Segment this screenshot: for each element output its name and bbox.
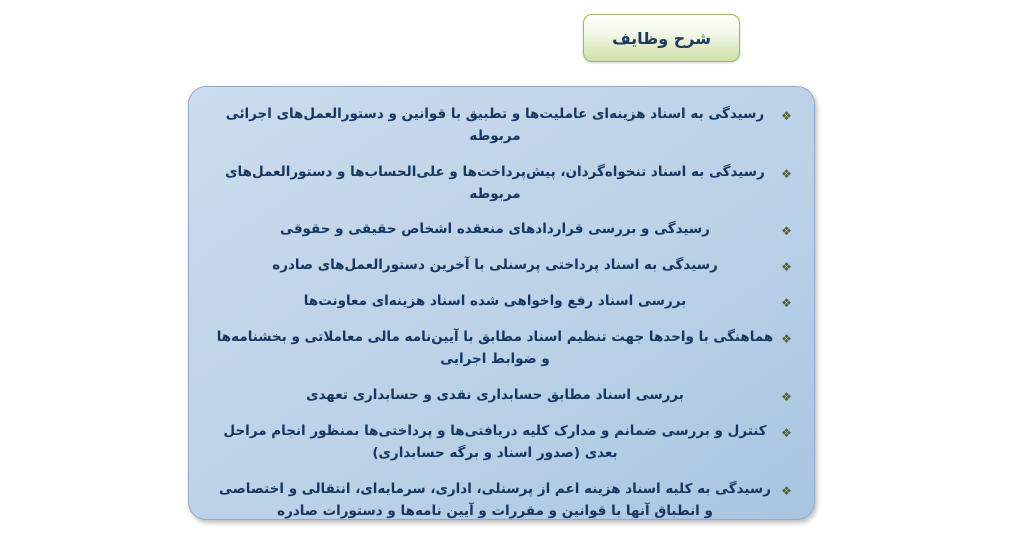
list-item [207,479,796,520]
list-item [207,327,796,371]
duties-list [207,104,796,520]
list-item-label: بررسی اسناد رفع واخواهی شده اسناد هزینه‌ای معاونت‌ها [303,293,687,310]
list-item [207,291,796,313]
duties-panel [188,86,815,520]
duties-panel-content [189,87,814,520]
page-title: شرح وظایف [612,28,711,48]
diamond-bullet-icon: ❖ [781,296,792,311]
diamond-bullet-icon: ❖ [781,390,792,405]
diamond-bullet-icon: ❖ [781,166,792,181]
list-item-label: هماهنگی با واحدها جهت تنظیم اسناد مطابق با آیین‌نامه مالی معاملاتی و بخشنامه‌ها و ضوابط اجرایی [216,329,774,368]
list-item [207,421,796,465]
diamond-bullet-icon: ❖ [781,224,792,239]
diamond-bullet-icon: ❖ [781,109,792,123]
list-item-label: رسیدگی به اسناد پرداختی پرسنلی با آخرین دستورالعمل‌های صادره [272,257,718,274]
list-item [207,219,796,241]
diamond-bullet-icon: ❖ [781,332,792,347]
list-item-label: رسیدگی و بررسی قراردادهای منعقده اشخاص حقیقی و حقوقی [280,221,710,238]
list-item [207,255,796,277]
list-item [207,162,796,206]
list-item-label: رسیدگی به کلیه اسناد هزینه اعم از پرسنلی، اداری، سرمایه‌ای، انتقالی و اختصاصی و انطباق آنها با قوانین و مقررات و آیین نامه‌ها و دستورات صادره [219,480,771,519]
list-item-label: کنترل و بررسی ضمانم و مدارک کلیه دریافتی‌ها و پرداختی‌ها بمنظور انجام مراحل بعدی (صدور اسناد و برگه حسابداری) [223,423,767,462]
list-item [207,385,796,407]
list-item-label: رسیدگی به اسناد هزینه‌ای عاملیت‌ها و تطبیق با قوانین و دستورالعمل‌های اجرائی مربوطه [225,106,765,144]
diamond-bullet-icon: ❖ [781,426,792,441]
list-item-label: بررسی اسناد مطابق حسابداری نقدی و حسابداری تعهدی [306,387,684,404]
slide-title-box [583,14,740,62]
list-item [207,104,796,148]
diamond-bullet-icon: ❖ [781,260,792,275]
list-item-label: رسیدگی به اسناد تنخواه‌گردان، پیش‌پرداخت‌ها و علی‌الحساب‌ها و دستورالعمل‌های مربوطه [225,163,765,202]
diamond-bullet-icon: ❖ [781,483,792,498]
